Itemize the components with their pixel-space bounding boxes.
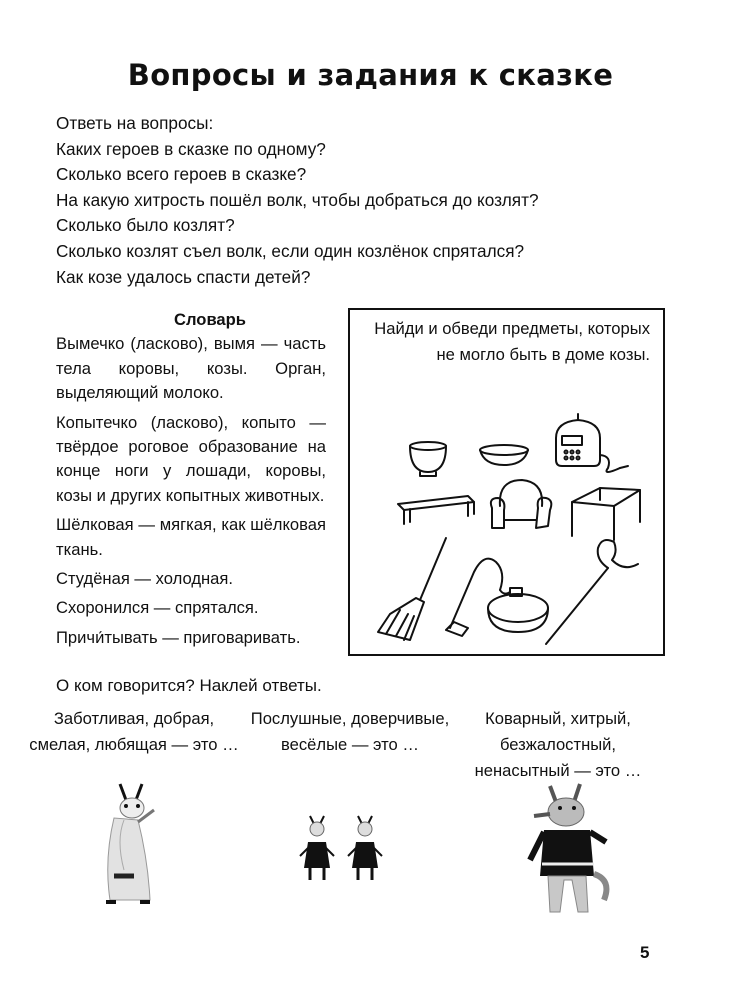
description-wolf: Коварный, хитрый, безжалостный, ненасытный — это … (474, 709, 642, 780)
goat-figure (90, 780, 180, 910)
multicooker-icon[interactable] (556, 414, 628, 472)
broom-icon[interactable] (378, 538, 446, 640)
question-item: Сколько было козлят? (56, 215, 235, 236)
table-icon[interactable] (572, 488, 640, 540)
questions-intro: Ответь на вопросы: (56, 113, 214, 133)
dictionary-heading: Словарь (174, 310, 246, 329)
questions-list (56, 111, 539, 290)
task-box (348, 308, 665, 656)
dictionary-entry: Студёная — холодная. (56, 569, 233, 589)
bench-icon[interactable] (398, 496, 474, 524)
dictionary (56, 308, 326, 655)
task-box-text: Найди и обведи предметы, которых не могло быть в доме козы. (374, 319, 650, 364)
armchair-icon[interactable] (491, 480, 551, 528)
kids-figure (296, 812, 396, 892)
page-title: Вопросы и задания к сказке (127, 58, 614, 92)
dictionary-entry: Схоронился — спрятался. (56, 598, 259, 618)
vacuum-cleaner-icon[interactable] (446, 559, 548, 636)
basin-icon[interactable] (480, 445, 528, 465)
question-item: На какую хитрость пошёл волк, чтобы добраться до козлят? (56, 189, 539, 210)
dictionary-entry: Вымечко (ласково), вымя — часть тела коровы, козы. Орган, выделяющий молоко. (56, 334, 326, 403)
description-kids: Послушные, доверчивые, весёлые — это … (250, 709, 450, 754)
dictionary-entry: Копытечко (ласково), копыто — твёрдое роговое образование на конце ноги у лошади, коровы, козы и других копытных животных. (56, 412, 326, 505)
sticker-task: О ком говорится? Наклей ответы. (56, 676, 322, 695)
dictionary-entry: Шёлковая — мягкая, как шёлковая ткань. (56, 515, 326, 559)
page-number: 5 (640, 943, 650, 962)
poker-icon[interactable] (546, 540, 638, 644)
bowl-icon[interactable] (410, 442, 446, 476)
question-item: Как козе удалось спасти детей? (56, 266, 311, 287)
wolf-figure (520, 780, 620, 920)
question-item: Каких героев в сказке по одному? (56, 138, 326, 159)
question-item: Сколько козлят съел волк, если один козлёнок спрятался? (56, 240, 525, 261)
description-goat: Заботливая, добрая, смелая, любящая — это … (29, 709, 239, 754)
question-item: Сколько всего героев в сказке? (56, 164, 307, 185)
dictionary-entry: Причи́тывать — приговаривать. (56, 627, 301, 647)
